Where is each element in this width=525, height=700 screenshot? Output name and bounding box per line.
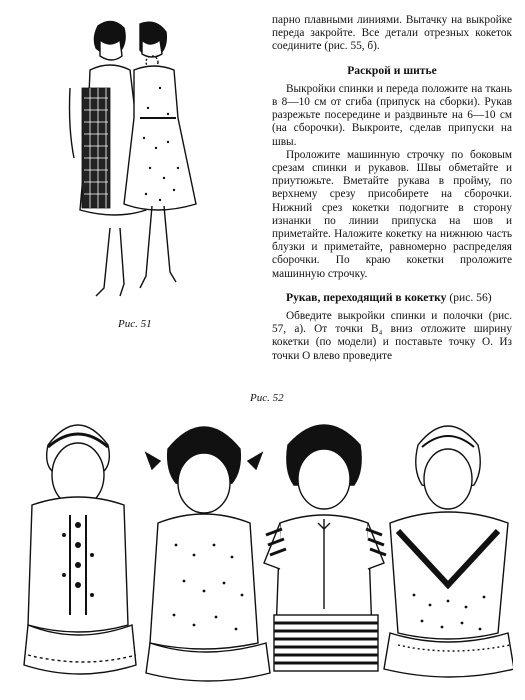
girl-3-drawing bbox=[264, 425, 386, 671]
figure-51-illustration bbox=[60, 18, 200, 308]
girl-1-drawing bbox=[24, 425, 136, 674]
sleeve-heading-ref: (рис. 56) bbox=[446, 290, 492, 304]
section-heading-sleeve bbox=[272, 291, 512, 304]
paragraph-continuation: парно плавными линиями. Вытачку на выкройке переда закройте. Все детали отрезных кокеток соедините (рис. 55, б). bbox=[272, 14, 512, 53]
text-column bbox=[272, 14, 512, 363]
section-heading-cutting-sewing: Раскрой и шитье bbox=[347, 63, 437, 77]
girl-2-drawing bbox=[146, 427, 270, 681]
paragraph-sleeve: Обведите выкройки спинки и полочки (рис. 57, а). От точки В₄ вниз отложите ширину кокетки (по модели) и поставьте точку О. Из точки О влево проведите bbox=[272, 310, 512, 362]
figure-52-illustration bbox=[18, 405, 513, 695]
figure-51-caption: Рис. 51 bbox=[118, 318, 152, 330]
girl-4-drawing bbox=[384, 426, 513, 677]
sleeve-heading-bold: Рукав, переходящий в кокетку bbox=[286, 290, 447, 304]
figure-52-caption: Рис. 52 bbox=[250, 392, 284, 404]
paragraph-sewing: Проложите машинную строчку по боковым срезам спинки и рукавов. Швы обметайте и приутюжьте. Вметайте рукава в пройму, по верхнему срезу присобирете на сборочки. Нижний срез кокетки подогните в сторону изнанки по линии припуска на шов и приметайте. Наложите кокетку на нижнюю часть блузки и приметайте, равномерно распределяя сборочки. По краю кокетки проложите машинную строчку. bbox=[272, 148, 512, 280]
paragraph-cutting: Выкройки спинки и переда положите на ткань в 8—10 см от сгиба (припуск на сборки). Рукав разрежьте посередине и раздвиньте на 6—10 см (на сборочки). Выкроите, сделав припуски на швы. bbox=[272, 82, 512, 148]
